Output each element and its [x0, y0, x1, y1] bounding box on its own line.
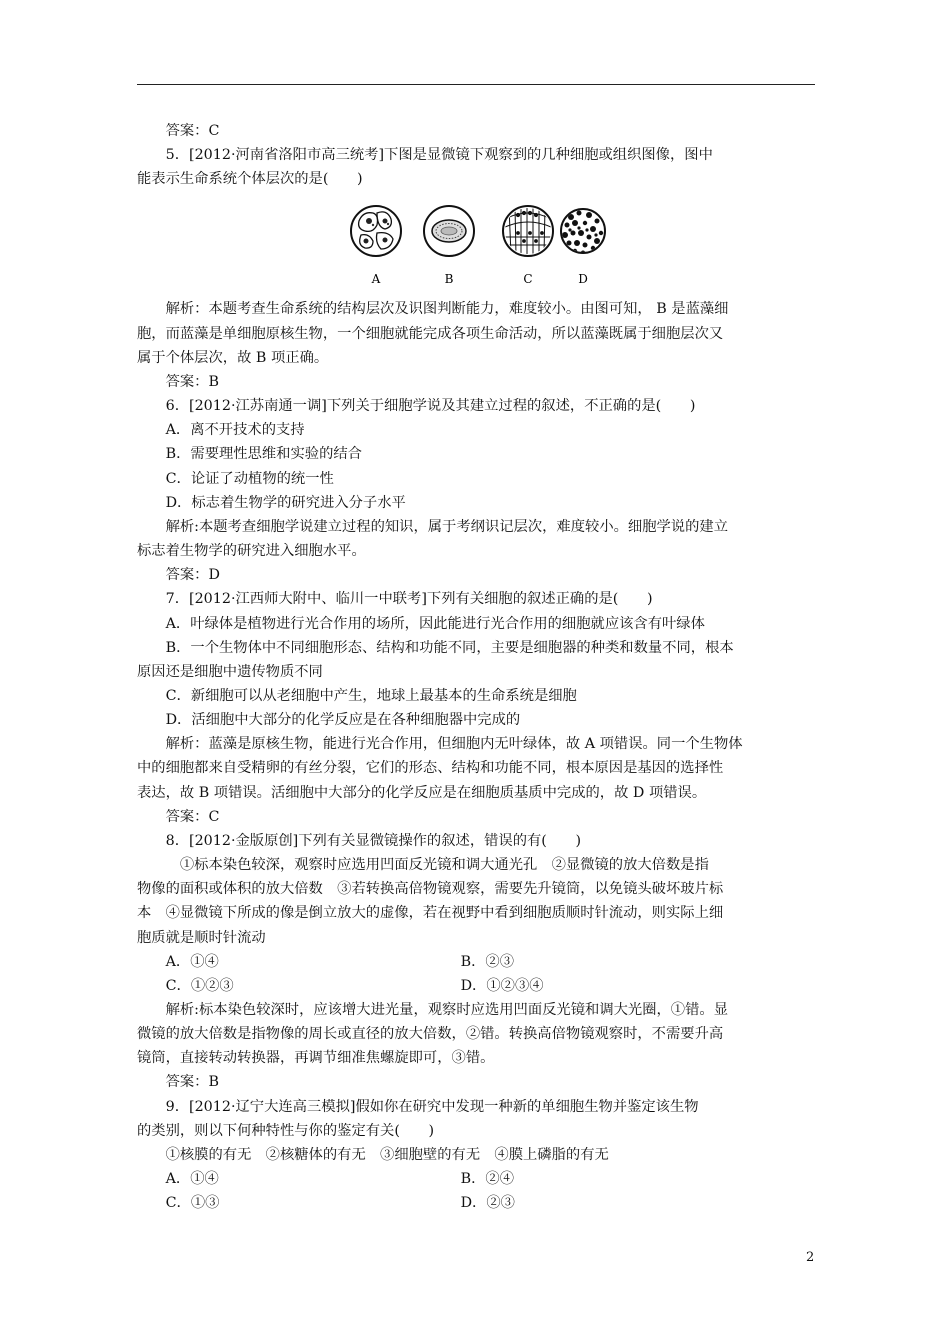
q7-analysis-line-3: 表达，故 B 项错误。活细胞中大部分的化学反应是在细胞质基质中完成的，故 D 项错误。 [137, 784, 707, 801]
q9-option-a: A．①④ [165, 1171, 219, 1188]
q6-option-d: D．标志着生物学的研究进入分子水平 [165, 494, 406, 511]
page-content [137, 119, 815, 1215]
q6-option-c: C．论证了动植物的统一性 [165, 470, 334, 487]
q8-items-line-3: 本 ④显微镜下所成的像是倒立放大的虚像，若在视野中看到细胞质顺时针流动，则实际上细 [137, 905, 724, 922]
q9-stem-line-1: 9．[2012·辽宁大连高三模拟]假如你在研究中发现一种新的单细胞生物并鉴定该生物 [165, 1098, 699, 1115]
q7-analysis-line-1: 解析：蓝藻是原核生物，能进行光合作用，但细胞内无叶绿体，故 A 项错误。同一个生物体 [165, 736, 743, 753]
q7-analysis-line-2: 中的细胞都来自受精卵的有丝分裂，它们的形态、结构和功能不同，根本原因是基因的选择性 [137, 760, 724, 777]
micrograph-a [351, 206, 401, 256]
q5-analysis-line-3: 属于个体层次，故 B 项正确。 [137, 349, 329, 366]
q8-analysis-line-2: 微镜的放大倍数是指物像的周长或直径的放大倍数，②错。转换高倍物镜观察时，不需要升高 [137, 1026, 724, 1043]
q8-items-line-1: ①标本染色较深，观察时应选用凹面反光镜和调大通光孔 ②显微镜的放大倍数是指 [165, 857, 709, 874]
q9-option-c: C．①③ [165, 1195, 220, 1212]
q9-options-row-2 [137, 1191, 815, 1215]
header-rule [137, 84, 815, 85]
q8-option-a: A．①④ [165, 953, 219, 970]
q6-analysis-line-1: 解析:本题考查细胞学说建立过程的知识，属于考纲识记层次，难度较小。细胞学说的建立 [165, 518, 728, 535]
q7-option-b-line-1: B．一个生物体中不同细胞形态、结构和功能不同，主要是细胞器的种类和数量不同，根本 [165, 639, 734, 656]
micrograph-d [561, 209, 605, 256]
q7-option-a: A．叶绿体是植物进行光合作用的场所，因此能进行光合作用的细胞就应该含有叶绿体 [165, 615, 705, 632]
answer-q4: 答案：C [165, 123, 220, 139]
figure-label-d: D [578, 272, 588, 287]
q7-option-d: D．活细胞中大部分的化学反应是在各种细胞器中完成的 [165, 712, 521, 729]
q7-option-c: C．新细胞可以从老细胞中产生，地球上最基本的生命系统是细胞 [165, 687, 577, 704]
q5-analysis-line-1: 解析：本题考查生命系统的结构层次及识图判断能力，难度较小。由图可知， B 是蓝藻细 [165, 301, 729, 318]
q5-figure [137, 193, 815, 289]
figure-label-c: C [523, 272, 533, 287]
q8-options-row-2 [137, 974, 815, 998]
q9-options-row-1 [137, 1167, 815, 1191]
q7-answer: 答案：C [165, 808, 220, 825]
q7-option-b-line-2: 原因还是细胞中遗传物质不同 [137, 663, 323, 680]
q9-items: ①核膜的有无 ②核糖体的有无 ③细胞壁的有无 ④膜上磷脂的有无 [165, 1146, 609, 1163]
q8-options-row-1 [137, 950, 815, 974]
q6-option-b: B．需要理性思维和实验的结合 [165, 446, 362, 463]
q8-analysis-line-1: 解析:标本染色较深时，应该增大进光量，观察时应选用凹面反光镜和调大光圈，①错。显 [165, 1002, 728, 1018]
q5-analysis-line-2: 胞，而蓝藻是单细胞原核生物，一个细胞就能完成各项生命活动，所以蓝藻既属于细胞层次又 [137, 325, 724, 342]
q6-option-a: A．离不开技术的支持 [165, 422, 305, 439]
q5-stem-line-2: 能表示生命系统个体层次的是( ) [137, 171, 363, 188]
q8-items-line-2: 物像的面积或体积的放大倍数 ③若转换高倍物镜观察，需要先升镜筒，以免镜头破坏玻片标 [137, 881, 724, 898]
q8-option-d: D．①②③④ [460, 977, 544, 994]
q6-answer: 答案：D [165, 567, 220, 584]
q9-stem-line-2: 的类别，则以下何种特性与你的鉴定有关( ) [137, 1122, 435, 1139]
q8-answer: 答案：B [165, 1074, 219, 1091]
q7-stem: 7．[2012·江西师大附中、临川一中联考]下列有关细胞的叙述正确的是( ) [165, 591, 653, 608]
q8-stem: 8．[2012·金版原创]下列有关显微镜操作的叙述，错误的有( ) [165, 832, 582, 849]
figure-label-a: A [371, 272, 381, 287]
q5-answer: 答案：B [165, 373, 219, 390]
figure-label-b: B [444, 272, 454, 287]
q6-analysis-line-2: 标志着生物学的研究进入细胞水平。 [137, 543, 366, 560]
q5-stem-line-1: 5．[2012·河南省洛阳市高三统考]下图是显微镜下观察到的几种细胞或组织图像，图中 [165, 147, 713, 164]
q8-items-line-4: 胞质就是顺时针流动 [137, 929, 266, 946]
page-number: 2 [806, 1250, 815, 1265]
q8-analysis-line-3: 镜筒，直接转动转换器，再调节细准焦螺旋即可，③错。 [137, 1050, 495, 1067]
micrograph-c [503, 206, 553, 256]
micrograph-b [424, 206, 474, 256]
q8-option-b: B．②③ [460, 953, 514, 970]
cell-micrographs [349, 193, 607, 289]
q9-option-b: B．②④ [460, 1171, 514, 1188]
q6-stem: 6．[2012·江苏南通一调]下列关于细胞学说及其建立过程的叙述，不正确的是( ) [165, 398, 696, 415]
q9-option-d: D．②③ [460, 1195, 515, 1212]
q8-option-c: C．①②③ [165, 977, 234, 994]
